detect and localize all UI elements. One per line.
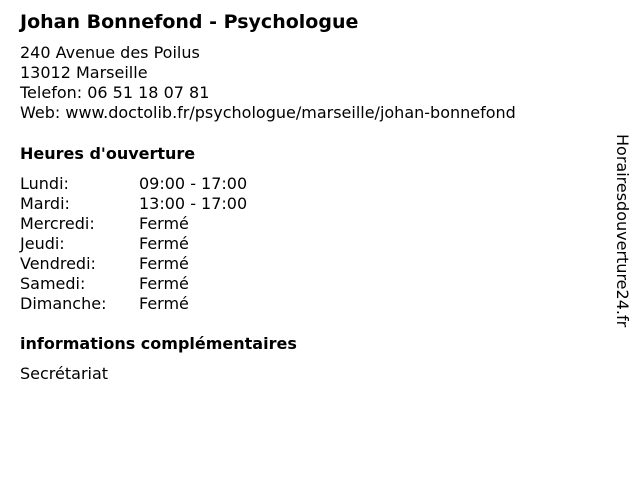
hours-value: 09:00 - 17:00 [139, 174, 248, 193]
site-watermark: Horairesdouverture24.fr [613, 134, 632, 328]
phone-number: Telefon: 06 51 18 07 81 [20, 83, 210, 102]
website-link[interactable]: Web: www.doctolib.fr/psychologue/marseille/johan-bonnefond [20, 103, 516, 122]
street-address: 240 Avenue des Poilus [20, 43, 200, 62]
hours-row-wednesday [20, 214, 320, 234]
day-label: Jeudi: [20, 234, 65, 253]
day-label: Mercredi: [20, 214, 95, 233]
hours-row-saturday [20, 274, 320, 294]
hours-value: 13:00 - 17:00 [139, 194, 248, 213]
page-title: Johan Bonnefond - Psychologue [20, 11, 359, 33]
hours-row-friday [20, 254, 320, 274]
hours-row-monday [20, 174, 320, 194]
hours-row-tuesday [20, 194, 320, 214]
additional-info-text: Secrétariat [20, 364, 109, 383]
hours-row-thursday [20, 234, 320, 254]
hours-value: Fermé [139, 294, 189, 313]
address-block [20, 43, 516, 123]
hours-value: Fermé [139, 214, 189, 233]
postal-city: 13012 Marseille [20, 63, 148, 82]
opening-hours-table [20, 174, 320, 314]
hours-value: Fermé [139, 254, 189, 273]
hours-value: Fermé [139, 274, 189, 293]
day-label: Samedi: [20, 274, 86, 293]
day-label: Mardi: [20, 194, 70, 213]
opening-hours-heading: Heures d'ouverture [20, 144, 196, 163]
additional-info-heading: informations complémentaires [20, 334, 297, 353]
hours-value: Fermé [139, 234, 189, 253]
day-label: Vendredi: [20, 254, 96, 273]
day-label: Dimanche: [20, 294, 107, 313]
hours-row-sunday [20, 294, 320, 314]
day-label: Lundi: [20, 174, 69, 193]
